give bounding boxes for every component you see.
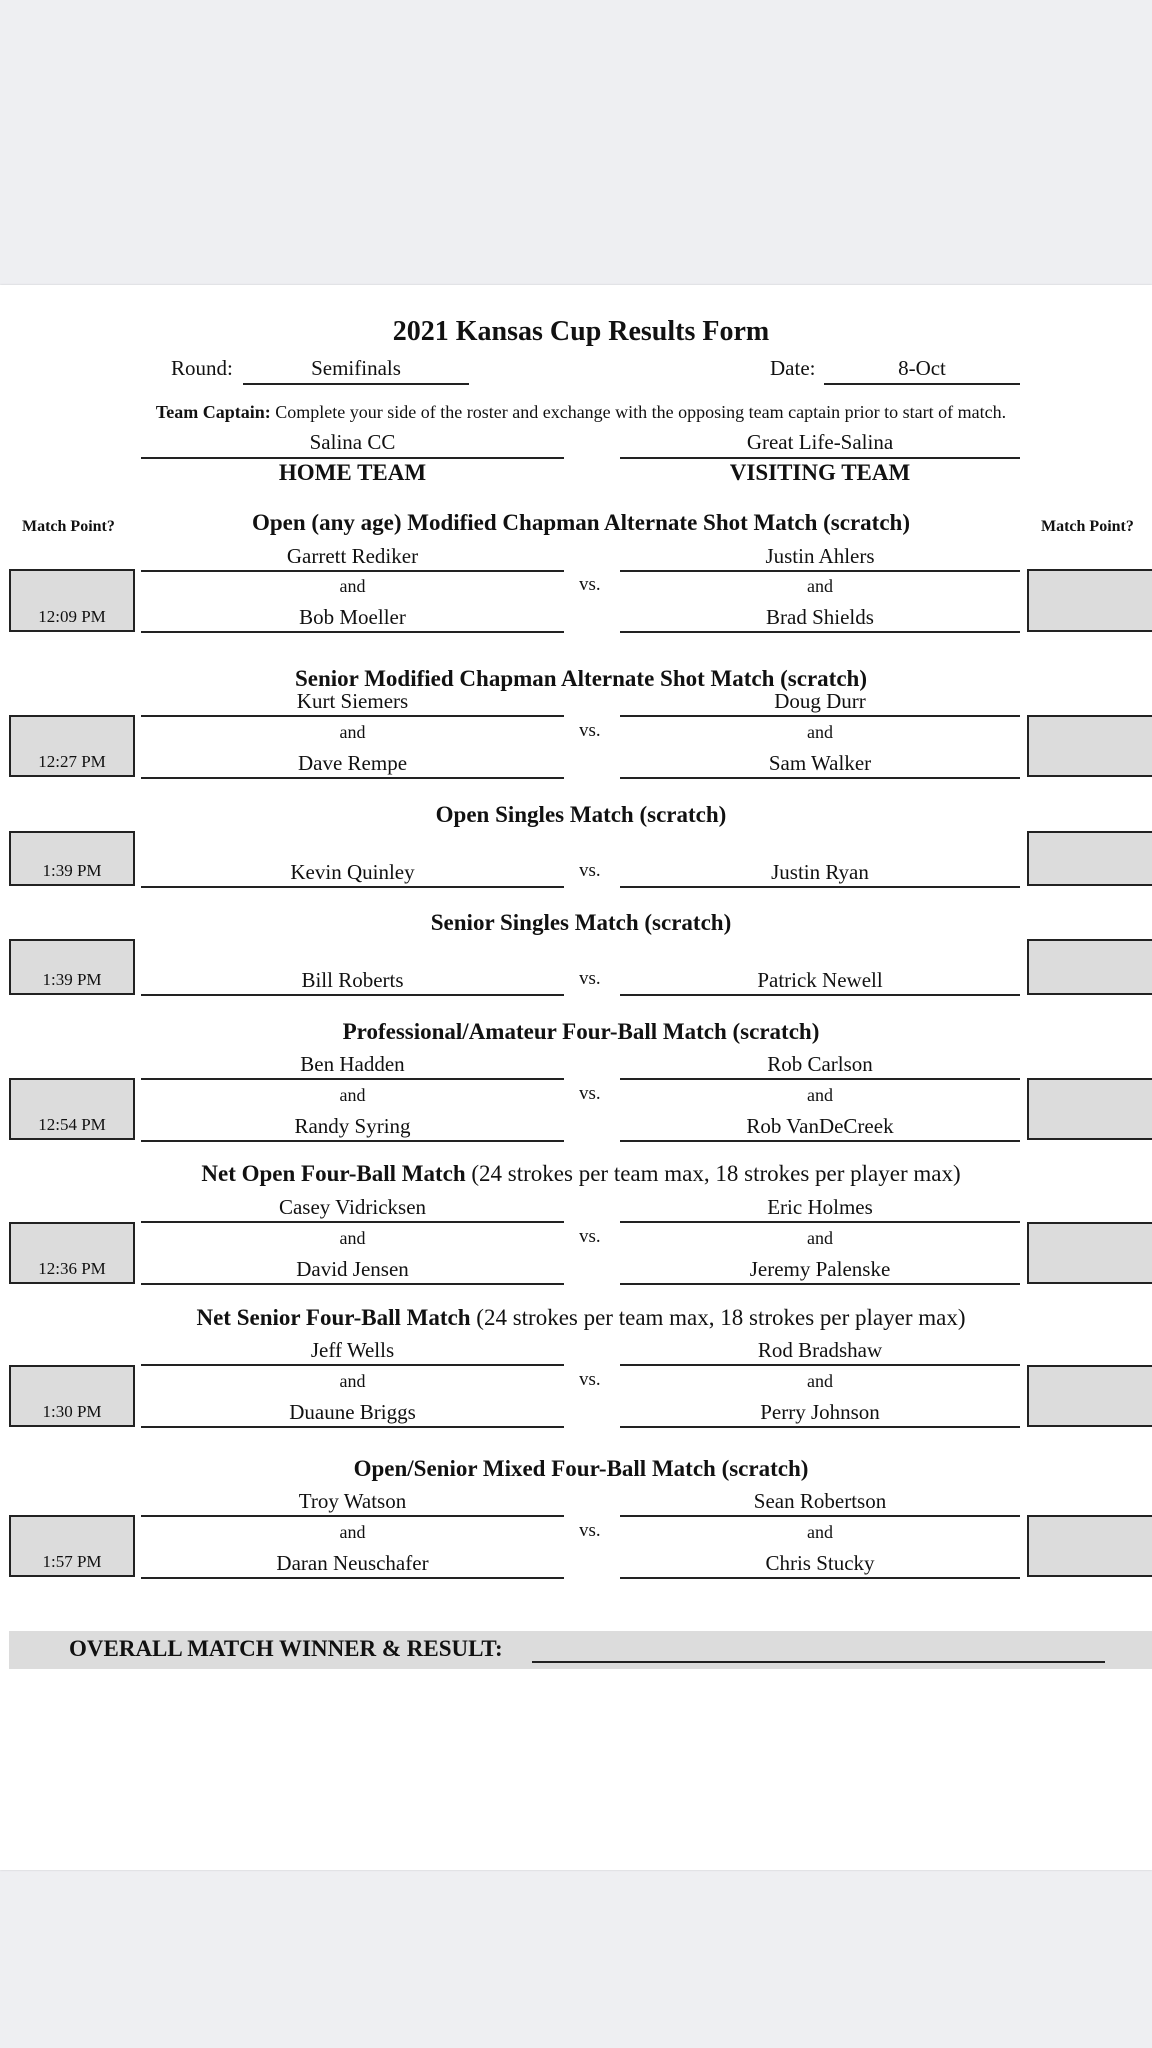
home-and-label: and xyxy=(339,1371,366,1391)
home-match-point-box[interactable] xyxy=(9,831,135,886)
visiting-player-2[interactable]: Brad Shields xyxy=(766,605,874,629)
visiting-player-2-underline xyxy=(620,1577,1020,1579)
round-underline xyxy=(243,383,469,385)
visiting-and-label: and xyxy=(807,576,833,596)
home-player-1[interactable]: Jeff Wells xyxy=(310,1338,395,1362)
home-player-2[interactable]: Daran Neuschafer xyxy=(276,1551,429,1575)
vs-label: vs. xyxy=(579,860,601,881)
vs-label: vs. xyxy=(579,1369,601,1390)
visiting-player-1[interactable]: Eric Holmes xyxy=(767,1195,873,1219)
home-and-label: and xyxy=(339,1228,366,1248)
match-title-text: Open/Senior Mixed Four-Ball Match (scratch) xyxy=(353,1456,809,1481)
home-player-1-underline xyxy=(141,886,564,888)
home-player-2[interactable]: Bob Moeller xyxy=(299,605,406,629)
match-title xyxy=(0,802,1152,828)
visiting-player-2[interactable]: Sam Walker xyxy=(768,751,872,775)
visiting-team-label: VISITING TEAM xyxy=(729,460,911,485)
home-player-2-underline xyxy=(141,1283,564,1285)
match-title-text: Open Singles Match (scratch) xyxy=(435,802,727,827)
visiting-team-underline xyxy=(620,457,1020,459)
visiting-player-1-underline xyxy=(620,994,1020,996)
visiting-and-label: and xyxy=(807,1228,833,1248)
home-player-1[interactable]: Bill Roberts xyxy=(301,968,404,992)
home-match-point-box[interactable] xyxy=(9,715,135,777)
round-label: Round: xyxy=(171,356,233,380)
match-title-note: (24 strokes per team max, 18 strokes per player max) xyxy=(476,1305,966,1330)
vs-label: vs. xyxy=(579,1520,601,1541)
visiting-player-1-underline xyxy=(620,1364,1020,1366)
home-player-1-underline xyxy=(141,1515,564,1517)
match-title-text: Senior Modified Chapman Alternate Shot Match (scratch) xyxy=(295,666,867,691)
vs-label: vs. xyxy=(579,1083,601,1104)
match-title xyxy=(0,910,1152,936)
match-title-text: Net Open Four-Ball Match xyxy=(201,1161,466,1186)
home-match-point-box[interactable] xyxy=(9,1515,135,1577)
home-player-2[interactable]: Randy Syring xyxy=(294,1114,411,1138)
visiting-and-label: and xyxy=(807,722,833,742)
overall-result-bar xyxy=(9,1631,1152,1669)
home-team-name: Salina CC xyxy=(309,430,396,454)
home-player-2-underline xyxy=(141,1140,564,1142)
visiting-player-1[interactable]: Justin Ryan xyxy=(771,860,869,884)
visiting-player-1[interactable]: Sean Robertson xyxy=(753,1489,887,1513)
visiting-player-1-underline xyxy=(620,1515,1020,1517)
home-and-label: and xyxy=(339,722,366,742)
home-player-1[interactable]: Casey Vidricksen xyxy=(278,1195,427,1219)
home-team-label: HOME TEAM xyxy=(278,460,427,485)
visiting-match-point-header: Match Point? xyxy=(1041,518,1134,535)
home-match-point-header: Match Point? xyxy=(22,518,115,535)
tee-time: 1:57 PM xyxy=(42,1552,102,1571)
vs-label: vs. xyxy=(579,574,601,595)
match-title xyxy=(0,1019,1152,1045)
home-player-2-underline xyxy=(141,1577,564,1579)
home-player-1-underline xyxy=(141,1221,564,1223)
visiting-player-1[interactable]: Rod Bradshaw xyxy=(757,1338,883,1362)
vs-label: vs. xyxy=(579,968,601,989)
home-and-label: and xyxy=(339,1522,366,1542)
home-player-1-underline xyxy=(141,570,564,572)
date-value: 8-Oct xyxy=(898,356,946,380)
tee-time: 12:36 PM xyxy=(38,1259,106,1278)
home-player-1[interactable]: Kurt Siemers xyxy=(296,689,409,713)
home-player-1[interactable]: Kevin Quinley xyxy=(290,860,415,884)
visiting-player-2-underline xyxy=(620,1283,1020,1285)
overall-result-label: OVERALL MATCH WINNER & RESULT: xyxy=(69,1636,503,1661)
match-title-text: Net Senior Four-Ball Match xyxy=(196,1305,471,1330)
visiting-player-2-underline xyxy=(620,1426,1020,1428)
vs-label: vs. xyxy=(579,720,601,741)
captain-text: Complete your side of the roster and exchange with the opposing team captain prior to start of match. xyxy=(275,402,1007,422)
visiting-player-1[interactable]: Rob Carlson xyxy=(767,1052,873,1076)
visiting-match-point-box[interactable] xyxy=(1027,1222,1152,1284)
visiting-player-1[interactable]: Patrick Newell xyxy=(757,968,883,992)
visiting-player-2-underline xyxy=(620,631,1020,633)
visiting-player-2[interactable]: Jeremy Palenske xyxy=(749,1257,891,1281)
visiting-player-2[interactable]: Rob VanDeCreek xyxy=(746,1114,894,1138)
home-player-2-underline xyxy=(141,777,564,779)
visiting-player-1-underline xyxy=(620,886,1020,888)
tee-time: 12:54 PM xyxy=(38,1115,106,1134)
date-label: Date: xyxy=(770,356,816,380)
home-team-underline xyxy=(141,457,564,459)
home-player-2-underline xyxy=(141,631,564,633)
tee-time: 12:27 PM xyxy=(38,752,106,771)
home-player-2[interactable]: Dave Rempe xyxy=(297,751,408,775)
visiting-player-1-underline xyxy=(620,1078,1020,1080)
tee-time: 1:39 PM xyxy=(42,970,102,989)
visiting-and-label: and xyxy=(807,1522,833,1542)
match-title-note: (24 strokes per team max, 18 strokes per player max) xyxy=(471,1161,961,1186)
home-player-1[interactable]: Garrett Rediker xyxy=(286,544,419,568)
visiting-match-point-box[interactable] xyxy=(1027,1515,1152,1577)
captain-instructions xyxy=(0,402,1152,423)
visiting-match-point-box[interactable] xyxy=(1027,1365,1152,1427)
visiting-player-2-underline xyxy=(620,1140,1020,1142)
match-title-text: Open (any age) Modified Chapman Alternate Shot Match (scratch) xyxy=(251,510,910,535)
home-player-2[interactable]: David Jensen xyxy=(296,1257,409,1281)
visiting-match-point-box[interactable] xyxy=(1027,715,1152,777)
tee-time: 12:09 PM xyxy=(38,607,106,626)
home-player-1-underline xyxy=(141,715,564,717)
match-title xyxy=(0,510,1152,536)
visiting-and-label: and xyxy=(807,1371,833,1391)
visiting-match-point-box[interactable] xyxy=(1027,569,1152,632)
visiting-player-1[interactable]: Justin Ahlers xyxy=(765,544,875,568)
round-value: Semifinals xyxy=(311,356,401,380)
visiting-player-2[interactable]: Perry Johnson xyxy=(760,1400,880,1424)
overall-result-field[interactable] xyxy=(532,1661,1105,1663)
form-title: 2021 Kansas Cup Results Form xyxy=(392,316,770,347)
tee-time: 1:39 PM xyxy=(42,861,102,880)
visiting-and-label: and xyxy=(807,1085,833,1105)
home-match-point-box[interactable] xyxy=(9,569,135,632)
captain-label: Team Captain: xyxy=(155,402,271,422)
home-player-2-underline xyxy=(141,1426,564,1428)
home-player-1-underline xyxy=(141,1364,564,1366)
visiting-match-point-box[interactable] xyxy=(1027,1078,1152,1140)
match-title xyxy=(0,1161,1152,1187)
vs-label: vs. xyxy=(579,1226,601,1247)
match-title xyxy=(0,1456,1152,1482)
home-player-1[interactable]: Ben Hadden xyxy=(300,1052,405,1076)
visiting-player-1[interactable]: Doug Durr xyxy=(774,689,866,713)
home-player-1-underline xyxy=(141,1078,564,1080)
home-match-point-box[interactable] xyxy=(9,1222,135,1284)
match-title-text: Professional/Amateur Four-Ball Match (scratch) xyxy=(342,1019,820,1044)
home-player-1-underline xyxy=(141,994,564,996)
visiting-team-name: Great Life-Salina xyxy=(746,430,894,454)
match-title-text: Senior Singles Match (scratch) xyxy=(430,910,732,935)
visiting-player-2-underline xyxy=(620,777,1020,779)
visiting-player-2[interactable]: Chris Stucky xyxy=(765,1551,875,1575)
home-player-1[interactable]: Troy Watson xyxy=(298,1489,407,1513)
home-and-label: and xyxy=(339,576,366,596)
home-player-2[interactable]: Duaune Briggs xyxy=(289,1400,416,1424)
visiting-match-point-box[interactable] xyxy=(1027,831,1152,886)
home-match-point-box[interactable] xyxy=(9,939,135,995)
date-underline xyxy=(824,383,1020,385)
tee-time: 1:30 PM xyxy=(42,1402,102,1421)
home-and-label: and xyxy=(339,1085,366,1105)
visiting-player-1-underline xyxy=(620,715,1020,717)
match-title xyxy=(0,1305,1152,1331)
home-match-point-box[interactable] xyxy=(9,1365,135,1427)
visiting-player-1-underline xyxy=(620,1221,1020,1223)
visiting-match-point-box[interactable] xyxy=(1027,939,1152,995)
visiting-player-1-underline xyxy=(620,570,1020,572)
home-match-point-box[interactable] xyxy=(9,1078,135,1140)
